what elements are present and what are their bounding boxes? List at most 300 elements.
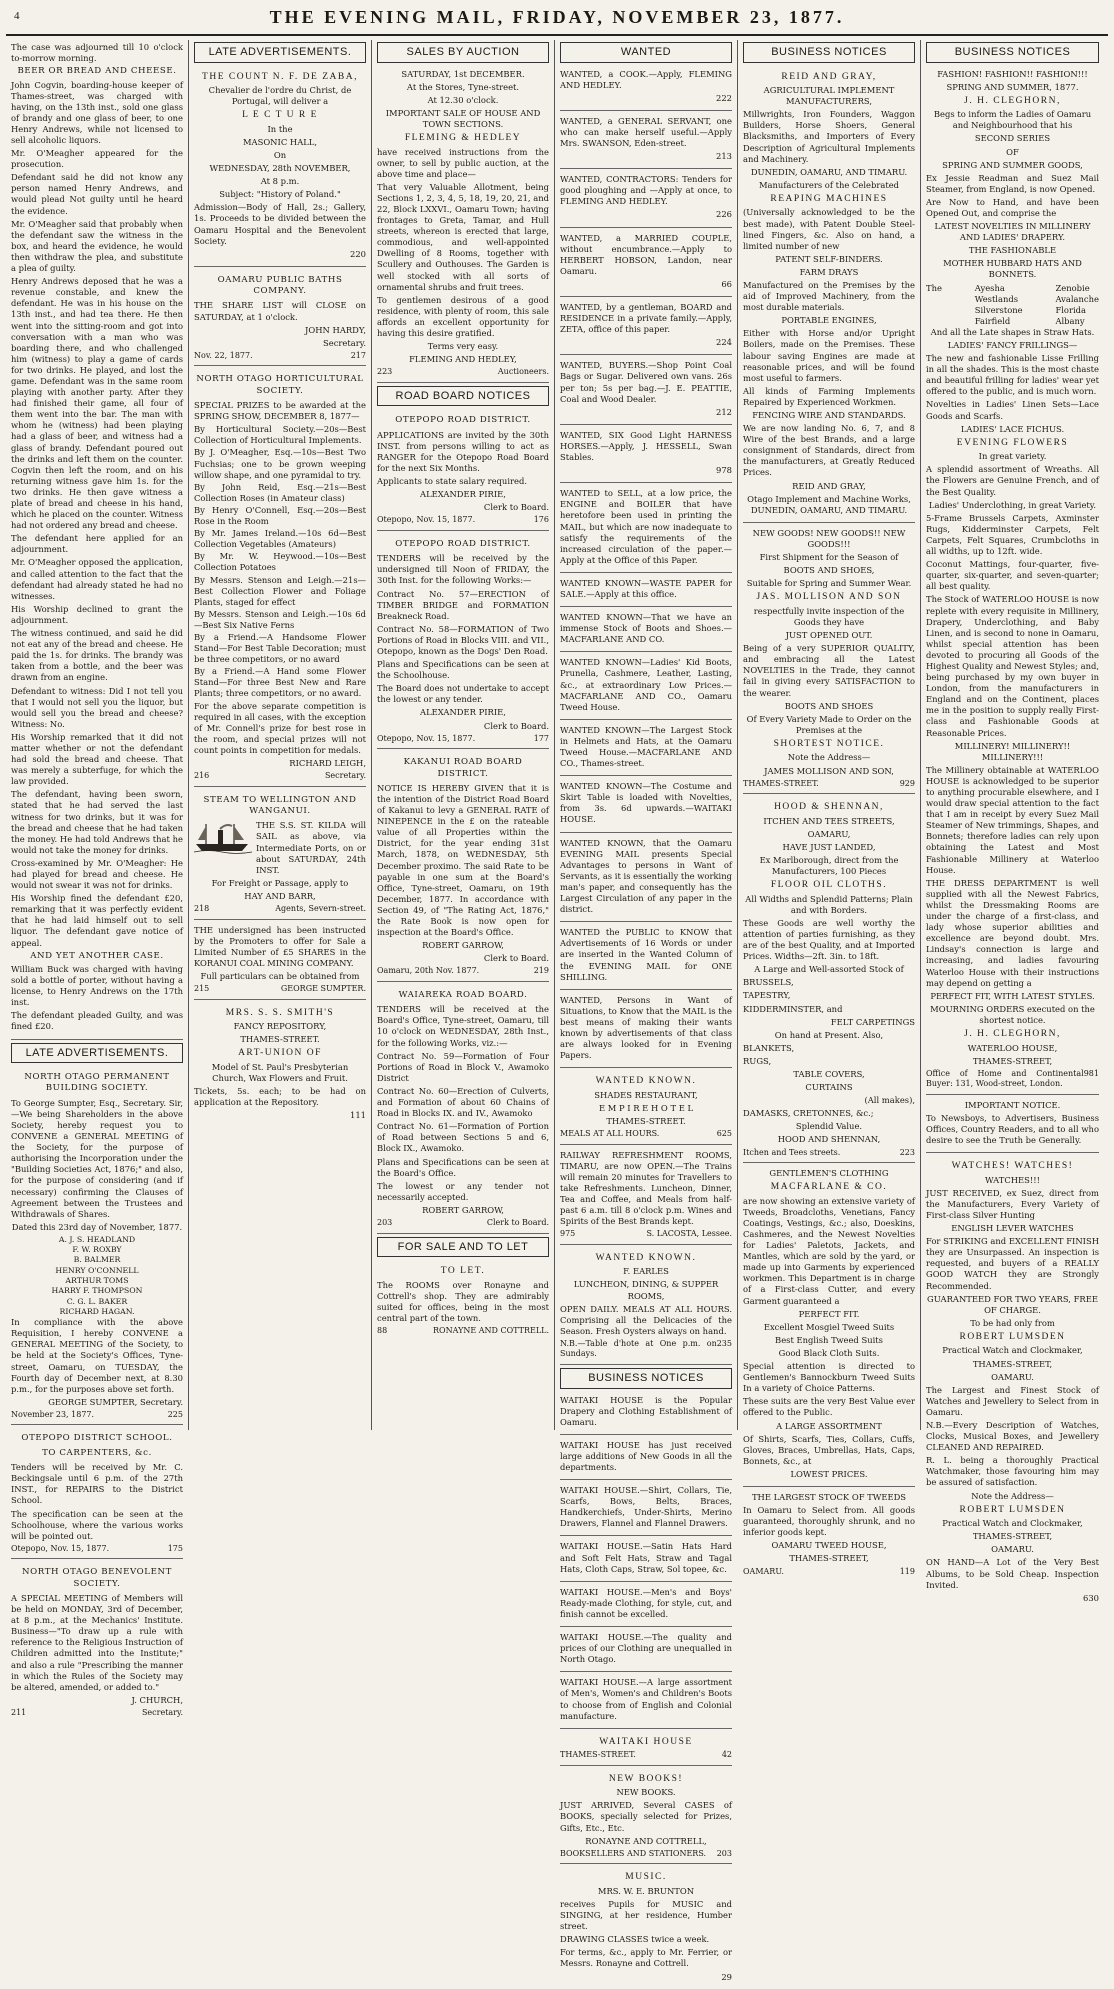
notice-role: Secretary.: [324, 771, 366, 781]
ad-text: RUGS,: [743, 1055, 772, 1066]
ad-lead: WATCHES! WATCHES!: [951, 1161, 1074, 1172]
column-2: [189, 40, 372, 1430]
ad-text: WAITAKI HOUSE has just received large additions of New Goods in all the departments.: [560, 1439, 732, 1472]
court-report: [11, 40, 183, 1040]
report-paragraph: Defendant to witness: Did I not tell you that I would not sell you the liquor, but would sell you the bread and cheese? Witness: No.: [11, 685, 183, 729]
ad-number: 981: [1083, 1068, 1099, 1078]
ad-heading: ENGLISH LEVER WATCHES: [951, 1223, 1074, 1234]
hat-style: Westlands: [974, 293, 1019, 304]
ad-text: Suitable for Spring and Summer Wear.: [746, 578, 912, 589]
notice-signature: RICHARD LEIGH,: [289, 758, 366, 768]
ad-signature: REID AND GRAY,: [792, 480, 866, 491]
ad-number: 29: [721, 1971, 732, 1982]
ad-text: Otago Implement and Machine Works, DUNEDIN, OAMARU, AND TIMARU.: [747, 493, 911, 515]
ad-heading: WAITAKI HOUSE: [599, 1736, 693, 1747]
ad-text: SPRING AND SUMMER, 1877.: [946, 81, 1079, 92]
ad-heading: LADIES' FANCY FRILLINGS—: [947, 340, 1078, 351]
contract-item: Contract No. 60—Erection of Culverts, and Formation of about 60 Chains of Road in Blocks IX. and IV., Awamoko: [377, 1085, 549, 1119]
notice-body: In compliance with the above Requisition, I hereby CONVENE a GENERAL MEETING of the Society, to be held at the Society's Offices, Tyne-street, Oamaru, on TUESDAY, the Fourth day of December next, at 8.30 p.m., for the purposes above set forth.: [11, 1317, 183, 1394]
prize-item: By Henry O'Connell, Esq.—20s—Best Rose in the Room: [194, 504, 366, 527]
notice-signature: GEORGE SUMPTER, Secretary.: [48, 1396, 183, 1407]
wanted-advertisement: [560, 925, 732, 989]
ad-text: THE DRESS DEPARTMENT is well supplied with all the Newest Fabrics, whilst the Dressmaking Rooms are under the charge of a first-class, and lady whose superior abilities and excellence are beyond doubt. Mrs. Lindsay's connection is large and increasing, and ladies favouring Waterloo House with their instructions may depend on getting a: [926, 877, 1099, 988]
ad-number: 119: [899, 1566, 915, 1576]
steamship-icon: [194, 820, 252, 854]
ad-number: 226: [716, 209, 732, 220]
ad-text: Practical Watch and Clockmaker,: [942, 1518, 1083, 1529]
ad-text: Best English Tweed Suits: [775, 1334, 883, 1345]
contract-item: Contract No. 61—Formation of Portion of Road between Sections 5 and 6, Block IX., Awamoko.: [377, 1121, 549, 1154]
ad-text: THAMES-STREET,: [972, 1531, 1053, 1542]
ad-text: WANTED to SELL, at a low price, the ENGINE and BOILER that have heretofore been used in printing the MAIL, but which are now inadequate to satisfy the requirements of the increased circulation of the paper.—Apply at the Office of this Paper.: [560, 488, 732, 565]
ad-number: 235: [716, 1338, 732, 1348]
report-paragraph: Mr. O'Meagher appeared for the prosecution.: [11, 148, 183, 170]
ad-signature: ROBERT LUMSDEN: [959, 1331, 1066, 1342]
notice-title: STEAM TO WELLINGTON AND WANGANUI.: [203, 794, 357, 816]
notice-body: Applicants to state salary required.: [377, 476, 527, 487]
contract-item: Contract No. 57—ERECTION of TIMBER BRIDGE and FORMATION Breakneck Road.: [377, 588, 549, 621]
ad-lead: NEW BOOKS!: [608, 1773, 684, 1784]
wanted-advertisement: [560, 655, 732, 719]
ad-text: BRUSSELS,: [743, 977, 794, 988]
ad-text: R. L. being a thoroughly Practical Watchmaker, those favouring him may be assured of satisfaction.: [926, 1455, 1099, 1488]
notice-body: The Board does not undertake to accept the lowest or any tender.: [377, 683, 549, 705]
school-tender-notice: [11, 1428, 183, 1559]
notice-date: Nov. 22, 1877.: [194, 350, 253, 360]
notice-role: Clerk to Board.: [483, 953, 549, 964]
benevolent-society-notice: [11, 1562, 183, 1722]
ad-text: Manufactured on the Premises by the aid of Improved Machinery, from the most durable materials.: [743, 279, 915, 313]
signatory-name: F. W. ROXBY: [72, 1245, 122, 1255]
ad-heading: PERFECT FIT, WITH LATEST STYLES.: [930, 990, 1095, 1001]
notice-title: OTEPOPO ROAD DISTRICT.: [395, 538, 531, 549]
ad-text: GUARANTEED FOR TWO YEARS, FREE OF CHARGE.: [927, 1293, 1098, 1315]
notice-body: SPECIAL PRIZES to be awarded at the SPRING SHOW, DECEMBER 8, 1877—: [194, 400, 366, 422]
ad-signature: S. LACOSTA, Lessee.: [646, 1229, 732, 1239]
wanted-advertisement: [560, 428, 732, 483]
ad-text: N.B.—Table d'hote at One p.m. on Sundays.: [560, 1338, 717, 1359]
ad-heading: LOWEST PRICES.: [790, 1468, 868, 1479]
ad-lead: MRS. S. S. SMITH'S: [225, 1007, 335, 1018]
ad-heading: REAPING MACHINES: [770, 193, 888, 204]
ad-lead: MRS. W. E. BRUNTON: [597, 1885, 695, 1896]
ad-text: Office of Home and Continental Buyer: 131, Wood-street, London.: [926, 1068, 1084, 1089]
ad-text: DRAWING CLASSES twice a week.: [560, 1934, 710, 1945]
wanted-advertisement: [560, 993, 732, 1069]
ad-text: (Universally acknowledged to be the best made), with Patent Double Steel-lined Fingers, &c. Also on hand, a limited number of new: [743, 207, 915, 251]
notice-body: Plans and Specifications can be seen at the Schoolhouse.: [377, 659, 549, 681]
ad-lead: HOOD & SHENNAN,: [774, 802, 884, 813]
prize-item: By Mr. W. Heywood.—10s—Best Collection Potatoes: [194, 551, 366, 573]
ad-number: 215: [194, 984, 210, 993]
ad-text: FANCY REPOSITORY,: [233, 1021, 327, 1032]
auction-advertisement: [377, 67, 549, 383]
ad-text: Being of a very SUPERIOR QUALITY, and embracing all the Latest NOVELTIES in the Trade, they cannot fail in giving every SATISFACTION to the wearer.: [743, 643, 915, 698]
report-paragraph: John Cogvin, boarding-house keeper of Thames-street, was charged with having, on the 13th inst., sold one glass of brandy and one glass of beer, to one Henry Andrews, while not licensed to sell alcoholic liquors.: [11, 79, 183, 145]
ad-lead: TO LET.: [440, 1266, 486, 1277]
notice-role: Secretary.: [323, 337, 366, 348]
ad-text: 5-Frame Brussels Carpets, Axminster Rugs, Kidderminster Carpets, Felt Carpets, Felt Squares, Crumbcloths in all widths, up to 12ft. wide.: [926, 512, 1099, 557]
ad-heading: NEW BOOKS.: [616, 1787, 676, 1798]
ad-text: All kinds of Farming Implements Repaired by Experienced Workmen.: [743, 385, 915, 407]
ad-text: THAMES-STREET.: [240, 1034, 320, 1045]
gentlemens-clothing-ad: [743, 1166, 915, 1487]
notice-signature: ALEXANDER PIRIE,: [420, 489, 506, 500]
wanted-advertisement: [560, 723, 732, 776]
ad-heading: LUNCHEON, DINING, & SUPPER ROOMS,: [573, 1279, 719, 1301]
notice-body: To George Sumpter, Esq., Secretary. Sir,—We being Shareholders in the above Society, hereby request you to CONVENE a GENERAL MEETING of the Society, for the purpose of authorising the Incorporation under the "Building Societies Act, 1876;" and also, for the purpose of considering (and if necessary) confirming the Clauses of Agreement between the Trustees and Withdrawals of Shares.: [11, 1097, 183, 1219]
ad-signature: JAMES MOLLISON AND SON,: [764, 765, 894, 776]
ad-text: WANTED KNOWN—Ladies' Kid Boots, Prunella, Cashmere, Leather, Lasting, &c., at extraordinary Low Prices.—MACFARLANE AND CO., Oamaru Tweed House.: [560, 657, 732, 712]
waitaki-notice: [560, 1675, 732, 1728]
ad-lead: J. H. CLEGHORN,: [964, 95, 1061, 106]
ad-text: On hand at Present. Also,: [774, 1029, 884, 1040]
hat-style: Fairfield: [974, 315, 1011, 326]
wanted-advertisement: [560, 576, 732, 607]
ad-text: OAMARU.: [991, 1371, 1034, 1382]
notice-date: November 23, 1877.: [11, 1409, 95, 1419]
wanted-heading: WANTED: [560, 42, 732, 63]
to-let-advertisement: [377, 1261, 549, 1340]
report-paragraph: The defendant, having been sworn, stated that he had served the last witness for two drinks, but it was for the bread and cheese that he had taken the money. He had told Andrews that he would not take the money for drinks.: [11, 789, 183, 855]
notice-body: NOTICE IS HEREBY GIVEN that it is the intention of the District Road Board of Kakanui to levy a GENERAL RATE of NINEPENCE in the £ on the rateable value of all Properties within the District, for the year ending 31st March, 1878, on WEDNESDAY, 5th December proximo. The said Rate to be payable in one sum at the Board's Office, Tyne-street, Oamaru, on 19th December, 1877. In accordance with Section 49, of "The Rating Act, 1876," the Rate Book is now open for inspection at the Board's Office.: [377, 782, 549, 938]
fancy-repository-ad: [194, 1003, 366, 1128]
ad-lead: MACFARLANE & CO.: [770, 1182, 888, 1193]
ad-heading: SHADES RESTAURANT,: [594, 1089, 698, 1100]
ad-text: WANTED KNOWN, that the Oamaru EVENING MAIL presents Special Advantages to persons in Want of Servants, as it is essentially the working man's paper, and consequently has the Largest Circulation of any paper in the district.: [560, 837, 732, 915]
ad-text: We are now landing No. 6, 7, and 8 Wire of the best Brands, and a large consignment of Standards, direct from the manufacturers, at Greatly Reduced Prices.: [743, 423, 915, 478]
prize-item: By a Friend.—A Handsome Flower Stand—For Best Table Decoration; must be three competitors, or no award: [194, 631, 366, 665]
ad-text: N.B.—Every Description of Watches, Clocks, Musical Boxes, and Jewellery CLEANED AND REPAIRED.: [926, 1420, 1099, 1453]
ad-text: TAPESTRY,: [743, 990, 791, 1001]
ad-lead: WATCHES!!!: [984, 1174, 1041, 1185]
ad-text: At the Stores, Tyne-street.: [406, 81, 520, 92]
lumsden-watches-ad: [926, 1156, 1099, 1610]
notice-body: The specification can be seen at the Schoolhouse, where the various works will be pointed out.: [11, 1508, 183, 1541]
notice-body: To Newsboys, to Advertisers, Business Offices, Country Readers, and to all who desire to see the Truth be Generally.: [926, 1112, 1099, 1146]
ad-heading: EVENING FLOWERS: [956, 437, 1069, 448]
wanted-advertisement: [560, 300, 732, 355]
ad-text: WAITAKI HOUSE.—The quality and prices of our Clothing are unequalled in North Otago.: [560, 1632, 732, 1665]
ad-text: The: [926, 282, 942, 293]
ad-text: THAMES-STREET.: [743, 778, 819, 788]
ad-text: In Oamaru to Select from. All goods guaranteed, thoroughly shrunk, and no inferior goods kept.: [743, 1505, 915, 1538]
report-paragraph: Mr. O'Meagher said that probably when the defendant saw the witness in the box, and heard the evidence, he would then withdraw the plea, and substitute a plea of guilty.: [11, 218, 183, 274]
ad-heading: NEW GOODS! NEW GOODS!! NEW GOODS!!!: [752, 527, 906, 549]
column-1: [6, 40, 189, 1717]
mollison-boots-ad: [743, 526, 915, 794]
page-number: 4: [14, 10, 20, 22]
ad-text: For terms, &c., apply to Mr. Ferrier, or Messrs. Ronayne and Cottrell.: [560, 1947, 732, 1969]
ad-text: RAILWAY REFRESHMENT ROOMS, TIMARU, are now OPEN.—The Trains will remain 20 minutes for Travellers to take Refreshments. Luncheon, Dinner, Tea and Coffee, and Meals from half-past 6 a.m. till 8 o'clock p.m. Wines and Spirits of the Best Brands kept.: [560, 1149, 732, 1227]
notice-body: TENDERS will be received at the Board's Office, Tyne-street, Oamaru, till 10 o'clock on WEDNESDAY, 28th Inst., for the following Works, viz.:—: [377, 1004, 549, 1048]
ad-text: First Shipment for the Season of: [759, 552, 899, 563]
notice-body: TENDERS will be received by the undersigned till Noon of FRIDAY, the 30th Inst. for the following Works:—: [377, 553, 549, 586]
ad-signature: FLEMING AND HEDLEY,: [409, 354, 517, 365]
ad-text: Begs to inform the Ladies of Oamaru and Neighbourhood that his: [933, 109, 1092, 131]
ad-text: Agents, Severn-street.: [275, 903, 366, 913]
notice-date: Otepopo, Nov. 15, 1877.: [377, 733, 476, 743]
ad-text: THE S.S. ST. KILDA will SAIL as above, via Intermediate Ports, on or about SATURDAY, 24th INST.: [256, 820, 366, 875]
ad-number: 176: [533, 515, 549, 525]
ad-signature: HOOD AND SHENNAN,: [777, 1134, 881, 1145]
ad-text: For STRIKING and EXCELLENT FINISH they are Unsurpassed. An inspection is requested, and buyers of a REALLY GOOD WATCH they are Strongly Recommended.: [926, 1236, 1099, 1291]
ad-number: 203: [377, 1217, 393, 1227]
report-paragraph: The defendant here applied for an adjournment.: [11, 533, 183, 555]
prize-item: By Mr. James Ireland.—10s 6d—Best Collection Vegetables (Amateurs): [194, 528, 366, 550]
notice-title: IMPORTANT NOTICE.: [964, 1099, 1061, 1110]
ad-heading: MILLINERY! MILLINERY!! MILLINERY!!!: [954, 740, 1071, 762]
ad-lead: REID AND GRAY,: [781, 71, 877, 82]
business-notices-heading: BUSINESS NOTICES: [926, 42, 1099, 63]
late-advertisements-heading: LATE ADVERTISEMENTS.: [194, 42, 366, 63]
notice-title: OAMARU PUBLIC BATHS COMPANY.: [217, 274, 343, 297]
wanted-list: [560, 67, 732, 1069]
ad-text: WAITAKI HOUSE.—Men's and Boys' Ready-made Clothing, for style, cut, and finish cannot be excelled.: [560, 1586, 732, 1619]
ad-text: THAMES-STREET,: [789, 1553, 869, 1564]
notice-signature: GEORGE SUMPTER.: [280, 984, 366, 993]
notice-body: For the above separate competition is required in all cases, with the exception of Mr. Connell's prize for best rose in the room, and special prizes will not count points in competition for medals.: [194, 700, 366, 755]
prize-item: By Messrs. Stenson and Leigh.—21s—Best Collection Flower and Foliage Plants, staged for effect: [194, 574, 366, 607]
ad-text: OAMARU.: [743, 1566, 784, 1576]
ad-heading: LADIES' LACE FICHUS.: [960, 423, 1065, 434]
ad-text: WANTED the PUBLIC to KNOW that Advertisements of 16 Words or under are inserted in the Wanted Column of the EVENING MAIL for ONE SHILLING.: [560, 927, 732, 982]
hood-shennan-ad: [743, 797, 915, 1163]
ad-text: Chevalier de l'ordre du Christ, de Portugal, will deliver a: [208, 85, 352, 107]
prize-item: By John Reid, Esq.—21s—Best Collection Roses (in Amateur class): [194, 481, 366, 503]
ad-text: JUST RECEIVED, ex Suez, direct from the Manufacturers, Every Variety of First-class Silver Hunting: [926, 1187, 1099, 1220]
ad-text: WAITAKI HOUSE.—A large assortment of Men's, Women's and Children's Boots to choose from of English and Colonial manufacture.: [560, 1677, 732, 1721]
notice-body: THE SHARE LIST will CLOSE on SATURDAY, at 1 o'clock.: [194, 300, 366, 322]
ad-text: CURTAINS: [805, 1082, 853, 1093]
signatory-name: C. G. L. BAKER: [66, 1296, 128, 1306]
ad-text: THAMES-STREET,: [972, 1358, 1053, 1369]
report-paragraph: The witness continued, and said he did not eat any of the bread and cheese. He paid the 1s. for drinks. The brandy was taken from a bottle, and the beer was drawn from an engine.: [11, 628, 183, 683]
ad-lead: WANTED KNOWN.: [595, 1252, 697, 1263]
column-5: [738, 40, 921, 1576]
waitaki-notice: [560, 1585, 732, 1627]
ad-subject: Subject: "History of Poland.": [219, 189, 341, 200]
railway-refreshment-ad: [560, 1148, 732, 1245]
ad-heading: L E C T U R E: [242, 110, 318, 121]
notice-title: NORTH OTAGO PERMANENT BUILDING SOCIETY.: [24, 1072, 170, 1094]
notice-signature: ROBERT GARROW,: [422, 1204, 504, 1215]
ad-text: And all the Late shapes in Straw Hats.: [930, 326, 1095, 337]
ad-number: 88: [377, 1325, 388, 1335]
ad-number: 211: [11, 1707, 27, 1717]
steamer-advertisement: [194, 790, 366, 920]
masthead: [6, 0, 1108, 36]
ad-heading: GENTLEMEN'S CLOTHING: [769, 1168, 889, 1179]
hat-styles: [926, 283, 1099, 327]
ad-number: 223: [899, 1147, 915, 1157]
ad-text: In great variety.: [978, 451, 1047, 462]
ad-text: WAITAKI HOUSE.—Shirt, Collars, Tie, Scarfs, Bows, Belts, Braces, Handkerchiefs, Under-Shirts, Merino Drawers, Flannel and Flannel Drawers.: [560, 1485, 732, 1529]
ad-text: FELT CARPETINGS: [830, 1016, 915, 1027]
column-3: [372, 40, 555, 1430]
cleghorn-drapery-ad: [926, 67, 1099, 1095]
ad-text: Excellent Mosgiel Tweed Suits: [763, 1321, 895, 1332]
ad-heading: BOOTS AND SHOES: [784, 700, 874, 711]
ad-text: WANTED KNOWN—That we have an immense Stock of Boots and Shoes.—MACFARLANE AND CO.: [560, 612, 732, 645]
ad-number: 217: [350, 350, 366, 360]
notice-role: Secretary.: [141, 1707, 183, 1717]
signatory-name: B. BALMER: [73, 1255, 121, 1265]
earles-rooms-ad: [560, 1248, 732, 1365]
wanted-advertisement: [560, 779, 732, 832]
notice-body: Tenders will be received by Mr. C. Beckingsale until 6 p.m. of the 27th INST., for REPAIRS to the District School.: [11, 1462, 183, 1506]
ad-text: WATERLOO HOUSE,: [967, 1042, 1058, 1053]
ad-text: Note the Address—: [971, 1490, 1054, 1501]
ad-text: respectfully invite inspection of the Goods they have: [753, 605, 905, 627]
notice-date: Otepopo, Nov. 15, 1877.: [377, 515, 476, 525]
ad-text: The new and fashionable Lisse Frilling in all the shades. This is the most chaste and beautiful frilling for ladies' wear yet offered to the public, and is much worn.: [926, 353, 1099, 397]
ad-number: 222: [716, 92, 732, 103]
hat-style: Avalanche: [1055, 293, 1099, 304]
ad-heading: PATENT SELF-BINDERS.: [775, 253, 883, 264]
signatory-list: [11, 1235, 183, 1317]
ad-agent: HAY AND BARR,: [244, 890, 316, 901]
ad-text: Good Black Cloth Suits.: [778, 1347, 880, 1358]
ad-number: 216: [194, 771, 210, 781]
notice-role: Clerk to Board.: [483, 502, 549, 513]
ad-signature: RONAYNE AND COTTRELL.: [433, 1325, 549, 1335]
report-paragraph: His Worship fined the defendant £20, remarking that it was perfectly evident that he had laid himself out to sell liquor. The defendant gave notice of appeal.: [11, 893, 183, 948]
new-books-ad: [560, 1769, 732, 1865]
reid-and-gray-ad: [743, 67, 915, 523]
wanted-advertisement: [560, 172, 732, 227]
ad-text: A Large and Well-assorted Stock of: [754, 964, 904, 975]
ad-number: 218: [194, 903, 210, 913]
waitaki-notice: [560, 1539, 732, 1581]
ad-text: Splendid Value.: [795, 1121, 863, 1132]
notice-title: WAIAREKA ROAD BOARD.: [398, 989, 528, 1000]
ad-text: To gentlemen desirous of a good residence, with plenty of room, this sale affords an excellent opportunity for having this desire gratified.: [377, 294, 549, 339]
notice-body: Full particulars can be obtained from: [200, 970, 360, 981]
ad-text: MEALS AT ALL HOURS.: [560, 1129, 660, 1139]
wanted-advertisement: [560, 114, 732, 169]
contract-item: Contract No. 58—FORMATION of Two Portions of Road in Blocks VIII. and VII., Otepopo, known as the Dogs' Den Road.: [377, 623, 549, 656]
notice-title: NORTH OTAGO HORTICULTURAL SOCIETY.: [196, 374, 364, 396]
ad-text: are now showing an extensive variety of Tweeds, Broadcloths, Venetians, Fancy Coatings, Vestings, &c.; also, Doeskins, Cashmeres, and the Newest Novelties for Ladies' Paletots, Jackets, and Mantles, which are sold by the yard, or made up into Garments by experienced workmen. This Department is in charge of a First-class Cutter, and every Garment guaranteed a: [743, 1195, 915, 1306]
ad-heading: THE LARGEST STOCK OF TWEEDS: [751, 1491, 907, 1502]
ad-number: 203: [716, 1848, 732, 1858]
ad-text: Coconut Mattings, four-quarter, five-quarter, six-quarter, and seven-quarter; all best quality.: [926, 559, 1099, 592]
wanted-advertisement: [560, 610, 732, 652]
newspaper-title: THE EVENING MAIL, FRIDAY, NOVEMBER 23, 1877.: [269, 6, 845, 27]
ad-lead: WANTED KNOWN.: [595, 1076, 697, 1087]
ad-text: WANTED KNOWN—The Largest Stock in Helmets and Hats, at the Oamaru Tweed House.—MACFARLANE AND CO., Thames-street.: [560, 724, 732, 769]
prize-item: By a Friend.—A Hand some Flower Stand—For three Best New and Rare Plants; three competitors, or no award.: [194, 666, 366, 699]
ad-text: Practical Watch and Clockmaker,: [942, 1345, 1083, 1356]
ad-text: Either with Horse and/or Upright Boilers, made on the Premises. These labour saving Engines are made at reasonable prices, and will be found most useful to farmers.: [743, 328, 915, 383]
ad-text: Itchen and Tees streets.: [743, 1147, 841, 1157]
notice-body: The lowest or any tender not necessarily accepted.: [377, 1180, 549, 1202]
kakanui-rate-notice: [377, 752, 549, 982]
ad-text: Ex Jessie Readman and Suez Mail Steamer, from England, is now Opened.: [926, 172, 1099, 194]
notice-body: APPLICATIONS are invited by the 30th INST. from persons willing to act as RANGER for the Otepopo Road Board for the next Six Months.: [377, 429, 549, 473]
ad-text: WANTED, CONTRACTORS: Tenders for good ploughing and —Apply at once, to FLEMING AND HEDLEY.: [560, 174, 732, 207]
hat-style: Albany: [1055, 315, 1085, 326]
sales-by-auction-heading: SALES BY AUCTION: [377, 42, 549, 63]
ad-text: For Freight or Passage, apply to: [211, 877, 349, 888]
ad-number: 975: [560, 1229, 576, 1239]
ad-heading: SHORTEST NOTICE.: [773, 738, 885, 749]
signatory-name: ARTHUR TOMS: [65, 1276, 129, 1286]
building-society-notice: [11, 1067, 183, 1425]
ad-text: MASONIC HALL,: [242, 136, 318, 147]
ad-heading: MOTHER HUBBARD HATS AND BONNETS.: [943, 258, 1082, 280]
ad-text: DUNEDIN, OAMARU, AND TIMARU.: [750, 166, 908, 177]
notice-signature: ALEXANDER PIRIE,: [420, 707, 506, 718]
lecture-advertisement: [194, 67, 366, 267]
notice-role: Clerk to Board.: [483, 720, 549, 731]
otepopo-ranger-notice: [377, 410, 549, 531]
hat-style: Zenobie: [1055, 282, 1090, 293]
wanted-advertisement: [560, 358, 732, 424]
otepopo-tender-notice: [377, 534, 549, 749]
report-paragraph: The case was adjourned till 10 o'clock to-morrow morning.: [11, 42, 183, 64]
ad-text: These suits are the very Best Value ever offered to the Public.: [743, 1396, 915, 1418]
signatory-name: RICHARD HAGAN.: [59, 1306, 135, 1316]
horticultural-notice: [194, 369, 366, 786]
ad-text: Model of St. Paul's Presbyterian Church, Wax Flowers and Fruit.: [211, 1061, 349, 1083]
notice-date: Oamaru, 20th Nov. 1877.: [377, 966, 480, 976]
ad-text: WANTED, BUYERS.—Shop Point Coal Bags or Sugar. Delivered own vans. 26s per ton; 5s per bag.—J. E. PEATTIE, Coal and Wood Dealer.: [560, 360, 732, 404]
ad-text: WANTED, a MARRIED COUPLE, without encumbrance.—Apply to HERBERT HOBSON, Landon, near Oamaru.: [560, 232, 732, 276]
ad-text: ON HAND—A Lot of the Very Best Albums, to be Sold Cheap. Inspection Invited.: [926, 1557, 1099, 1590]
notice-title: KAKANUI ROAD BOARD DISTRICT.: [403, 757, 523, 779]
road-board-notices-heading: ROAD BOARD NOTICES: [377, 386, 549, 407]
ad-text: WANTED, a COOK.—Apply, FLEMING AND HEDLEY.: [560, 68, 732, 90]
report-paragraph: Mr. O'Meagher opposed the application, and called attention to the fact that the defendant had already stated he had no witnesses.: [11, 557, 183, 601]
ad-number: 929: [899, 778, 915, 788]
ad-text: WANTED KNOWN—The Costume and Skirt Table is loaded with Novelties, from 3s. 6d upwards.—WAITAKI HOUSE.: [560, 781, 732, 825]
ad-number: 630: [1083, 1592, 1099, 1603]
report-paragraph: Henry Andrews deposed that he was a revenue constable, and knew the defendant. He was in his house on the 13th inst., and had tea there. He then went into the sitting-room and got into conversation with a man who was boarding there, and who challenged him (witness) to play a game of cards for two drinks. He played, and lost the game. Defendant was in the same room playing with another party. After they had finished their game, all four of them went into the bar. The man with whom he (witness) had been playing had a glass of beer, and witness had a glass of brandy. Defendant poured out the drinks and left them on the counter. Cogvin then left the room, and on his returning witness gave him 1s. for the two drinks. He then gave witness a plate of bread and cheese in his hand, which he placed on the counter. Witness had not ordered any bread and cheese.: [11, 276, 183, 531]
columns: [6, 40, 1108, 1982]
ad-number: 219: [533, 966, 549, 976]
notice-signature: J. CHURCH,: [131, 1694, 183, 1705]
ad-text: receives Pupils for MUSIC and SINGING, at her residence, Humber street.: [560, 1898, 732, 1932]
ad-number: 225: [167, 1409, 183, 1419]
ad-signature: RONAYNE AND COTTRELL,: [585, 1835, 707, 1846]
ad-text: OAMARU.: [991, 1544, 1034, 1555]
ad-number: 175: [167, 1543, 183, 1553]
ad-text: WANTED, by a gentleman, BOARD and RESIDENCE in a private family.—Apply, ZETA, office of this paper.: [560, 302, 732, 335]
ad-text: WAITAKI HOUSE.—Satin Hats Hard and Soft Felt Hats, Straw and Tagal Hats, Cloth Caps, Straw, Sol topee, &c.: [560, 1541, 732, 1574]
ad-role: BOOKSELLERS AND STATIONERS.: [560, 1848, 707, 1858]
prize-list: [194, 424, 366, 699]
ad-text: TABLE COVERS,: [793, 1069, 865, 1079]
ad-text: Special attention is directed to Gentlemen's Bannockburn Tweed Suits In a variety of Choice Patterns.: [743, 1361, 915, 1394]
notice-body: Plans and Specifications can be seen at the Board's Office.: [377, 1156, 549, 1178]
ad-text: Millwrights, Iron Founders, Waggon Builders, Horse Shoers, General Blacksmiths, and Importers of Every Description of Agricultural Implements and Machinery.: [743, 109, 915, 164]
ad-heading: FARM DRAYS: [799, 266, 859, 277]
report-paragraph: The defendant pleaded Guilty, and was fined £20.: [11, 1010, 183, 1032]
ad-text: These Goods are well worthy the attention of parties furnishing, as they are of the best Quality, and at Imported Prices. Widths—2ft. 3in. to 18ft.: [743, 917, 915, 962]
shades-restaurant-ad: [560, 1071, 732, 1144]
report-paragraph: William Buck was charged with having sold a bottle of porter, without having a license, to Henry Andrews on the 17th inst.: [11, 964, 183, 1008]
ad-heading: JUST OPENED OUT.: [785, 630, 873, 641]
hat-style: Silverstone: [974, 304, 1023, 315]
ad-text: Are Now to Hand, and have been Opened Out, and comprise the: [926, 196, 1099, 218]
report-subheading: BEER OR BREAD AND CHEESE.: [17, 66, 177, 77]
ad-heading: ART-UNION OF: [238, 1048, 322, 1059]
ad-text: The Millinery obtainable at WATERLOO HOUSE is acknowledged to be superior to anything procurable elsewhere, and I would draw special attention to the fact that I am in receipt by every Suez Mail Steamer of New trimmings, Shapes, and Bonnets; therefore ladies can rely upon obtaining the Latest and Most Fashionable Millinery at Waterloo House.: [926, 764, 1099, 875]
ad-heading: FASHION! FASHION!! FASHION!!!: [937, 68, 1088, 79]
ad-heading: IMPORTANT SALE OF HOUSE AND TOWN SECTIONS.: [385, 107, 541, 129]
